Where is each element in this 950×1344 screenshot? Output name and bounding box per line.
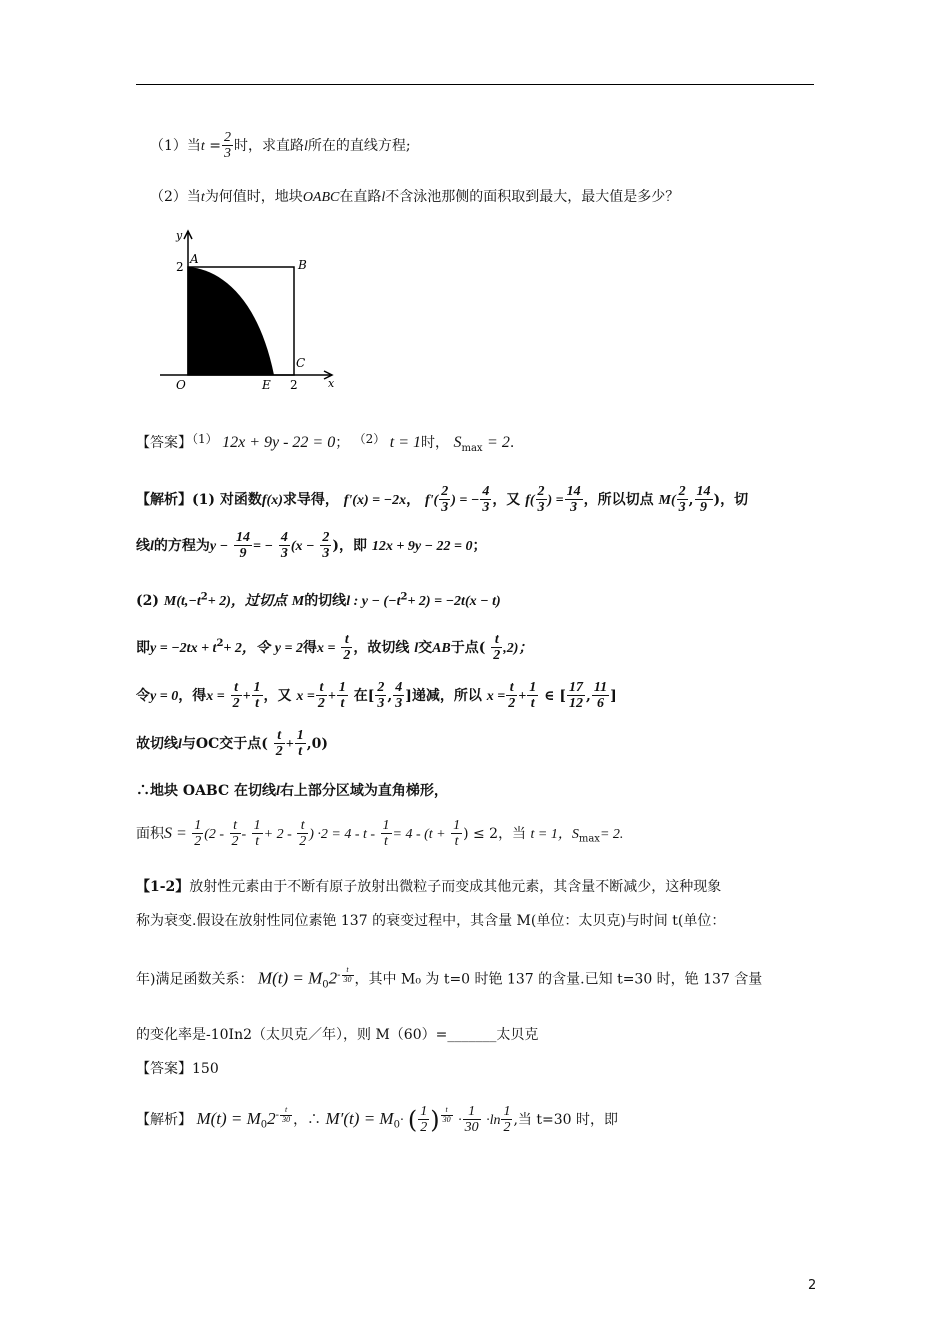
- label-o: O: [176, 378, 186, 392]
- analysis-1-line-1: 【解析】(1) 对函数f(x)求导得， f'(x) = −2x， f'( $\frac{2}{3}$ ) = − $\frac{4}{3}$ ，又 f( $\frac{2}{3}$ ) = $\frac{14}{3}$ ，所以切点 M( $\frac{2}{3}$ , $\frac{14}{9}$ )，切: [136, 484, 749, 516]
- question-2: （2）当t为何值时，地块OABC在直路l不含泳池那侧的面积取到最大，最大值是多少？: [150, 189, 680, 205]
- analysis-2: 【解析】 $M(t) = M_02^{- \frac{t}{30}}$ ，∴ $M'(t) = M_0\cdot$ ( $\frac{1}{2}$ ) $^{\frac{t}{30}}$ · $\frac{1}{30}$ ·ln $\frac{1}{2}$ ,当 t=30 时，即: [136, 1104, 618, 1136]
- label-two-x: 2: [290, 378, 298, 392]
- problem-1-2-line-4: 的变化率是-10In2（太贝克／年），则 M（60）=_______太贝克: [136, 1027, 539, 1043]
- problem-1-2-line-3: 年)满足函数关系： $M(t) = M_02^{- \frac{t}{30}}$ ，其中 M₀ 为 t=0 时铯 137 的含量.已知 t=30 时，铯 137 含量: [136, 965, 763, 991]
- label-c: C: [296, 356, 306, 370]
- analysis-1-line-7: ∴地块 OABC 在切线l右上部分区域为直角梯形，: [136, 783, 448, 799]
- header-rule: [136, 84, 814, 85]
- label-e: E: [262, 378, 271, 392]
- problem-1-2-line-2: 称为衰变.假设在放射性同位素铯 137 的衰变过程中，其含量 M(单位：太贝克)与时间 t(单位：: [136, 913, 726, 929]
- analysis-1-line-6: 故切线l与OC交于点( $\frac{t}{2}$ + $\frac{1}{t}$ ,0): [136, 728, 328, 760]
- analysis-1-line-3: (2) $M(t,-t^2+ 2)$，过切点 M的切线l : $y - (-t^2+ 2) = -2t(x - t)$: [136, 591, 501, 609]
- page-number: 2: [808, 1278, 817, 1293]
- x-label: x: [328, 377, 335, 390]
- analysis-1-line-4: 即$y = -2tx + t^2+ 2$，令 y = 2得x = $\frac{t}{2}$ ，故切线 l交AB于点( $\frac{t}{2}$ ,2)；: [136, 632, 533, 664]
- answer-1: 【答案】（1） 12x + 9y - 22 = 0； （2） t = 1时， $S_{max} = 2$.: [136, 432, 515, 454]
- analysis-1-line-2: 线l的方程为y − $\frac{14}{9}$ = − $\frac{4}{3}$ (x − $\frac{2}{3}$ )，即 12x + 9y − 22 = 0；: [136, 530, 487, 562]
- analysis-1-line-8: 面积S = $\frac{1}{2}$ (2 - $\frac{t}{2}$ - $\frac{1}{t}$ + 2 - $\frac{t}{2}$ ) ·2 = 4 - t - $\frac{1}{t}$ = 4 - (t + $\frac{1}{t}$ ) ≤ 2，当 t = 1，$S_{max}= 2$.: [136, 818, 624, 850]
- pool-region: [188, 267, 274, 375]
- coordinate-figure: [160, 225, 340, 405]
- label-a: A: [190, 252, 199, 266]
- question-1: （1）当t = $\frac{2}{3}$ 时，求直路l所在的直线方程;: [150, 130, 411, 162]
- label-b: B: [298, 258, 307, 272]
- y-label: y: [176, 229, 183, 242]
- answer-2: 【答案】150: [136, 1061, 219, 1077]
- analysis-1-line-5: 令y = 0，得x = $\frac{t}{2}$ + $\frac{1}{t}$ ，又 x = $\frac{t}{2}$ + $\frac{1}{t}$ 在[ $\frac{2}{3}$ , $\frac{4}{3}$ ]递减，所以 x = $\frac{t}{2}$ + $\frac{1}{t}$ ∈ [ $\frac{17}{12}$ , $\frac{11}{6}$ ]: [136, 680, 617, 712]
- label-two-y: 2: [176, 260, 184, 274]
- problem-1-2-line-1: 【1-2】放射性元素由于不断有原子放射出微粒子而变成其他元素，其含量不断减少，这种现象: [136, 879, 722, 895]
